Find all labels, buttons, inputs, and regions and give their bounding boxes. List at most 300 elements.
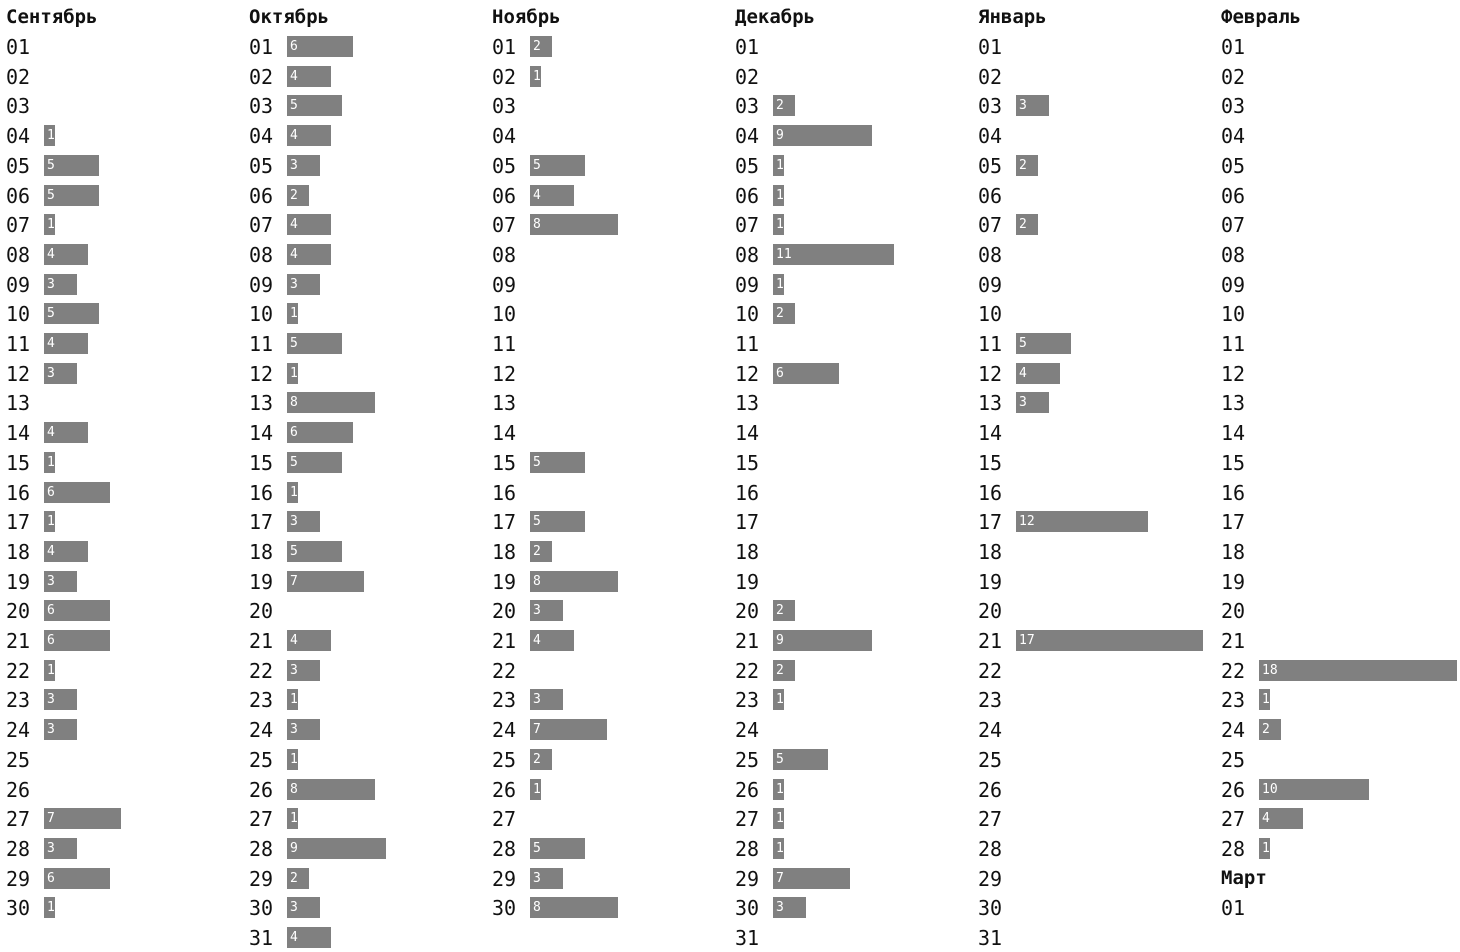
bar-value-label: 1 bbox=[533, 781, 541, 797]
bar-value-label: 2 bbox=[1262, 722, 1270, 738]
bar-value-label: 6 bbox=[47, 870, 55, 886]
day-label: 02 bbox=[6, 64, 31, 89]
day-label: 26 bbox=[1221, 777, 1246, 802]
bar-value-label: 2 bbox=[1019, 217, 1027, 233]
day-label: 04 bbox=[492, 124, 517, 149]
day-label: 17 bbox=[1221, 510, 1246, 535]
day-label: 23 bbox=[735, 688, 760, 713]
day-label: 26 bbox=[978, 777, 1003, 802]
bar-value-label: 1 bbox=[290, 811, 298, 827]
day-label: 19 bbox=[1221, 569, 1246, 594]
bar bbox=[1016, 155, 1038, 176]
bar-value-label: 1 bbox=[290, 692, 298, 708]
day-label: 22 bbox=[492, 658, 517, 683]
day-label: 22 bbox=[978, 658, 1003, 683]
bar bbox=[287, 185, 309, 206]
bar-value-label: 3 bbox=[47, 276, 55, 292]
bar-value-label: 5 bbox=[290, 98, 298, 114]
bar-value-label: 1 bbox=[776, 157, 784, 173]
bar-value-label: 1 bbox=[47, 662, 55, 678]
day-label: 01 bbox=[735, 35, 760, 59]
day-label: 10 bbox=[249, 302, 274, 327]
bar bbox=[773, 779, 784, 800]
bar-value-label: 5 bbox=[290, 543, 298, 559]
day-label: 13 bbox=[1221, 391, 1246, 416]
bar-value-label: 1 bbox=[290, 365, 298, 381]
day-label: 30 bbox=[492, 896, 517, 921]
day-label: 15 bbox=[1221, 450, 1246, 475]
bar-value-label: 2 bbox=[776, 98, 784, 114]
bar bbox=[44, 274, 77, 295]
day-label: 20 bbox=[1221, 599, 1246, 624]
bar-value-label: 6 bbox=[290, 425, 298, 441]
day-label: 07 bbox=[978, 213, 1003, 238]
day-label: 28 bbox=[6, 836, 31, 861]
bar-value-label: 1 bbox=[47, 514, 55, 530]
bar-value-label: 5 bbox=[533, 157, 541, 173]
bar bbox=[773, 600, 795, 621]
day-label: 12 bbox=[978, 361, 1003, 386]
day-label: 21 bbox=[735, 629, 760, 653]
bar-value-label: 4 bbox=[290, 633, 298, 648]
bar-value-label: 2 bbox=[776, 662, 784, 678]
day-label: 02 bbox=[1221, 64, 1246, 89]
day-label: 25 bbox=[735, 747, 760, 772]
day-label: 09 bbox=[735, 272, 760, 297]
bar-value-label: 3 bbox=[290, 662, 298, 678]
day-label: 17 bbox=[735, 510, 760, 535]
day-label: 24 bbox=[6, 718, 31, 743]
bar bbox=[773, 274, 784, 295]
bar-value-label: 2 bbox=[776, 603, 784, 619]
bar-value-label: 1 bbox=[776, 217, 784, 233]
bar-value-label: 1 bbox=[1262, 692, 1270, 708]
day-label: 27 bbox=[6, 807, 31, 832]
day-label: 10 bbox=[1221, 302, 1246, 327]
day-label: 23 bbox=[1221, 688, 1246, 713]
bar-value-label: 2 bbox=[533, 39, 541, 54]
day-label: 06 bbox=[1221, 183, 1246, 208]
bar bbox=[773, 185, 784, 206]
day-label: 13 bbox=[735, 391, 760, 416]
bar bbox=[287, 422, 353, 443]
day-label: 17 bbox=[492, 510, 517, 535]
bar-value-label: 12 bbox=[1019, 514, 1035, 530]
day-label: 09 bbox=[249, 272, 274, 297]
day-label: 05 bbox=[492, 153, 517, 178]
bar-value-label: 7 bbox=[47, 811, 55, 827]
day-label: 01 bbox=[978, 35, 1003, 59]
bar-value-label: 3 bbox=[290, 722, 298, 738]
day-label: 11 bbox=[492, 332, 517, 356]
bar bbox=[530, 600, 563, 621]
bar-value-label: 3 bbox=[1019, 395, 1027, 411]
day-label: 18 bbox=[6, 539, 31, 564]
day-label: 14 bbox=[978, 421, 1003, 446]
day-label: 06 bbox=[735, 183, 760, 208]
bar-value-label: 3 bbox=[290, 514, 298, 530]
bar bbox=[773, 363, 839, 384]
day-label: 26 bbox=[735, 777, 760, 802]
day-label: 05 bbox=[6, 153, 31, 178]
day-label: 18 bbox=[735, 539, 760, 564]
bar-value-label: 5 bbox=[290, 336, 298, 351]
bar bbox=[1259, 779, 1369, 800]
bar-value-label: 1 bbox=[776, 811, 784, 827]
day-label: 25 bbox=[492, 747, 517, 772]
bar bbox=[773, 808, 784, 829]
month-title: Ноябрь bbox=[492, 6, 561, 28]
bar bbox=[287, 808, 298, 829]
day-label: 09 bbox=[492, 272, 517, 297]
bar-value-label: 18 bbox=[1262, 662, 1278, 678]
bar bbox=[44, 868, 110, 889]
day-label: 14 bbox=[1221, 421, 1246, 446]
bar bbox=[44, 719, 77, 740]
bar-value-label: 1 bbox=[533, 68, 541, 84]
day-label: 11 bbox=[249, 332, 274, 356]
day-label: 11 bbox=[735, 332, 760, 356]
day-label: 08 bbox=[249, 242, 274, 267]
day-label: 19 bbox=[978, 569, 1003, 594]
bar-value-label: 5 bbox=[47, 187, 55, 203]
day-label: 01 bbox=[6, 35, 31, 59]
bar bbox=[287, 303, 298, 324]
day-label: 29 bbox=[978, 866, 1003, 891]
bar-value-label: 1 bbox=[47, 128, 55, 144]
day-label: 11 bbox=[6, 332, 31, 356]
bar bbox=[287, 927, 331, 948]
day-label: 16 bbox=[978, 480, 1003, 505]
bar bbox=[287, 392, 375, 413]
bar-value-label: 3 bbox=[533, 603, 541, 619]
bar bbox=[44, 452, 55, 473]
bar bbox=[530, 185, 574, 206]
day-label: 27 bbox=[735, 807, 760, 832]
bar-value-label: 6 bbox=[47, 633, 55, 648]
day-label: 18 bbox=[249, 539, 274, 564]
day-label: 02 bbox=[249, 64, 274, 89]
bar-value-label: 3 bbox=[290, 276, 298, 292]
day-label: 23 bbox=[492, 688, 517, 713]
bar bbox=[1259, 808, 1303, 829]
day-label: 06 bbox=[492, 183, 517, 208]
day-label: 11 bbox=[978, 332, 1003, 356]
bar bbox=[1016, 392, 1049, 413]
bar-value-label: 2 bbox=[533, 751, 541, 767]
bar-value-label: 5 bbox=[533, 454, 541, 470]
day-label: 15 bbox=[492, 450, 517, 475]
day-label: 21 bbox=[6, 629, 31, 653]
bar-value-label: 3 bbox=[290, 900, 298, 916]
bar bbox=[287, 689, 298, 710]
day-label: 30 bbox=[6, 896, 31, 921]
day-label: 12 bbox=[1221, 361, 1246, 386]
day-label: 25 bbox=[1221, 747, 1246, 772]
bar bbox=[1016, 333, 1071, 354]
day-label: 25 bbox=[249, 747, 274, 772]
day-label: 08 bbox=[735, 242, 760, 267]
month-title: Сентябрь bbox=[6, 6, 98, 28]
bar-value-label: 4 bbox=[1019, 365, 1027, 381]
day-label: 23 bbox=[249, 688, 274, 713]
bar bbox=[44, 541, 88, 562]
day-label: 02 bbox=[735, 64, 760, 89]
bar bbox=[530, 214, 618, 235]
bar-value-label: 11 bbox=[776, 246, 792, 262]
bar bbox=[287, 571, 364, 592]
bar-value-label: 9 bbox=[776, 128, 784, 144]
day-label: 27 bbox=[249, 807, 274, 832]
bar-value-label: 9 bbox=[776, 633, 784, 648]
bar bbox=[44, 808, 121, 829]
day-label: 20 bbox=[492, 599, 517, 624]
day-label: 29 bbox=[735, 866, 760, 891]
day-label: 03 bbox=[249, 94, 274, 119]
bar bbox=[287, 214, 331, 235]
bar-value-label: 5 bbox=[776, 751, 784, 767]
day-label: 06 bbox=[6, 183, 31, 208]
bar-value-label: 8 bbox=[533, 217, 541, 233]
day-label: 16 bbox=[1221, 480, 1246, 505]
bar-value-label: 3 bbox=[47, 573, 55, 589]
month-title: Февраль bbox=[1221, 6, 1302, 28]
bar bbox=[530, 779, 541, 800]
day-label: 04 bbox=[978, 124, 1003, 149]
day-label: 18 bbox=[978, 539, 1003, 564]
day-label: 13 bbox=[492, 391, 517, 416]
day-label: 20 bbox=[735, 599, 760, 624]
day-label: 15 bbox=[6, 450, 31, 475]
bar bbox=[773, 95, 795, 116]
bar-value-label: 3 bbox=[290, 157, 298, 173]
day-label: 05 bbox=[249, 153, 274, 178]
bar bbox=[44, 482, 110, 503]
bar bbox=[287, 95, 342, 116]
bar-value-label: 8 bbox=[290, 781, 298, 797]
bar-value-label: 1 bbox=[290, 484, 298, 500]
bar bbox=[44, 155, 99, 176]
bar-value-label: 3 bbox=[776, 900, 784, 916]
bar-value-label: 9 bbox=[290, 840, 298, 856]
bar bbox=[530, 452, 585, 473]
day-label: 28 bbox=[249, 836, 274, 861]
bar-value-label: 5 bbox=[47, 157, 55, 173]
month-title: Март bbox=[1221, 867, 1267, 890]
bar-value-label: 6 bbox=[47, 484, 55, 500]
day-label: 30 bbox=[978, 896, 1003, 921]
bar-value-label: 2 bbox=[776, 306, 784, 322]
day-label: 28 bbox=[978, 836, 1003, 861]
bar-value-label: 4 bbox=[290, 217, 298, 233]
bar bbox=[530, 868, 563, 889]
day-label: 10 bbox=[735, 302, 760, 327]
day-label: 01 bbox=[1221, 35, 1246, 59]
bar bbox=[530, 630, 574, 651]
bar bbox=[530, 541, 552, 562]
day-label: 05 bbox=[1221, 153, 1246, 178]
day-label: 22 bbox=[249, 658, 274, 683]
bar bbox=[1259, 689, 1270, 710]
bar-value-label: 7 bbox=[533, 722, 541, 738]
day-label: 12 bbox=[735, 361, 760, 386]
bar bbox=[773, 689, 784, 710]
bar bbox=[1016, 95, 1049, 116]
day-label: 19 bbox=[492, 569, 517, 594]
day-label: 03 bbox=[6, 94, 31, 119]
bar bbox=[1259, 838, 1270, 859]
day-label: 09 bbox=[1221, 272, 1246, 297]
bar bbox=[44, 897, 55, 918]
day-label: 05 bbox=[735, 153, 760, 178]
bar bbox=[287, 511, 320, 532]
bar-value-label: 1 bbox=[1262, 840, 1270, 856]
bar bbox=[287, 719, 320, 740]
bar-value-label: 3 bbox=[47, 365, 55, 381]
day-label: 04 bbox=[1221, 124, 1246, 149]
bar bbox=[287, 660, 320, 681]
bar bbox=[44, 333, 88, 354]
day-label: 17 bbox=[978, 510, 1003, 535]
day-label: 02 bbox=[492, 64, 517, 89]
day-label: 10 bbox=[492, 302, 517, 327]
day-label: 12 bbox=[492, 361, 517, 386]
day-label: 16 bbox=[6, 480, 31, 505]
bar bbox=[44, 689, 77, 710]
day-label: 26 bbox=[6, 777, 31, 802]
day-label: 03 bbox=[1221, 94, 1246, 119]
bar-value-label: 6 bbox=[47, 603, 55, 619]
day-label: 04 bbox=[6, 124, 31, 149]
bar bbox=[44, 303, 99, 324]
day-label: 19 bbox=[249, 569, 274, 594]
bar bbox=[287, 541, 342, 562]
bar-value-label: 1 bbox=[776, 187, 784, 203]
day-label: 24 bbox=[1221, 718, 1246, 743]
day-label: 08 bbox=[6, 242, 31, 267]
bar-value-label: 1 bbox=[47, 900, 55, 916]
day-label: 20 bbox=[978, 599, 1003, 624]
bar bbox=[1016, 511, 1148, 532]
bar-value-label: 7 bbox=[290, 573, 298, 589]
bar bbox=[287, 452, 342, 473]
bar bbox=[530, 155, 585, 176]
day-label: 10 bbox=[978, 302, 1003, 327]
bar-value-label: 3 bbox=[533, 692, 541, 708]
day-label: 07 bbox=[6, 213, 31, 238]
day-label: 11 bbox=[1221, 332, 1246, 356]
bar bbox=[773, 660, 795, 681]
bar bbox=[44, 244, 88, 265]
bar-value-label: 2 bbox=[533, 543, 541, 559]
bar-value-label: 4 bbox=[47, 425, 55, 441]
bar bbox=[773, 303, 795, 324]
day-label: 04 bbox=[735, 124, 760, 149]
bar-value-label: 5 bbox=[290, 454, 298, 470]
bar bbox=[44, 571, 77, 592]
day-label: 22 bbox=[6, 658, 31, 683]
bar bbox=[773, 868, 850, 889]
bar bbox=[530, 511, 585, 532]
day-label: 16 bbox=[492, 480, 517, 505]
day-label: 10 bbox=[6, 302, 31, 327]
bar bbox=[1259, 660, 1457, 681]
bar-value-label: 5 bbox=[533, 840, 541, 856]
day-label: 20 bbox=[6, 599, 31, 624]
bar-value-label: 17 bbox=[1019, 633, 1035, 648]
day-label: 25 bbox=[978, 747, 1003, 772]
bar-value-label: 5 bbox=[1019, 336, 1027, 351]
bar-value-label: 1 bbox=[290, 306, 298, 322]
day-label: 07 bbox=[492, 213, 517, 238]
bar bbox=[530, 66, 541, 87]
day-label: 30 bbox=[249, 896, 274, 921]
bar bbox=[287, 630, 331, 651]
bar bbox=[773, 214, 784, 235]
bar-value-label: 4 bbox=[290, 246, 298, 262]
day-label: 23 bbox=[978, 688, 1003, 713]
day-label: 15 bbox=[735, 450, 760, 475]
bar bbox=[1259, 719, 1281, 740]
day-label: 28 bbox=[492, 836, 517, 861]
month-title: Октябрь bbox=[249, 6, 330, 28]
bar bbox=[287, 274, 320, 295]
bar bbox=[773, 749, 828, 770]
bar bbox=[530, 571, 618, 592]
day-label: 12 bbox=[6, 361, 31, 386]
bar-value-label: 7 bbox=[776, 870, 784, 886]
day-label: 09 bbox=[6, 272, 31, 297]
day-label: 03 bbox=[978, 94, 1003, 119]
bar-value-label: 3 bbox=[47, 692, 55, 708]
bar bbox=[287, 779, 375, 800]
bar-value-label: 4 bbox=[290, 68, 298, 84]
bar-value-label: 3 bbox=[47, 840, 55, 856]
bar-value-label: 4 bbox=[533, 187, 541, 203]
day-label: 17 bbox=[6, 510, 31, 535]
day-label: 24 bbox=[735, 718, 760, 743]
day-label: 15 bbox=[249, 450, 274, 475]
bar bbox=[287, 838, 386, 859]
bar-value-label: 3 bbox=[47, 722, 55, 738]
day-label: 24 bbox=[249, 718, 274, 743]
day-label: 14 bbox=[492, 421, 517, 446]
bar bbox=[1016, 363, 1060, 384]
bar bbox=[44, 511, 55, 532]
day-label: 24 bbox=[492, 718, 517, 743]
bar-value-label: 1 bbox=[776, 781, 784, 797]
bar bbox=[287, 36, 353, 57]
bar-value-label: 2 bbox=[290, 187, 298, 203]
bar-value-label: 8 bbox=[290, 395, 298, 411]
bar-value-label: 4 bbox=[47, 543, 55, 559]
day-label: 13 bbox=[978, 391, 1003, 416]
day-label: 07 bbox=[249, 213, 274, 238]
day-label: 08 bbox=[1221, 242, 1246, 267]
bar-value-label: 4 bbox=[533, 633, 541, 648]
bar bbox=[287, 244, 331, 265]
day-label: 19 bbox=[735, 569, 760, 594]
day-label: 12 bbox=[249, 361, 274, 386]
day-label: 21 bbox=[249, 629, 274, 653]
day-label: 01 bbox=[492, 35, 517, 59]
bar-value-label: 8 bbox=[533, 900, 541, 916]
day-label: 14 bbox=[249, 421, 274, 446]
bar bbox=[530, 897, 618, 918]
day-label: 19 bbox=[6, 569, 31, 594]
bar bbox=[287, 868, 309, 889]
day-label: 06 bbox=[249, 183, 274, 208]
